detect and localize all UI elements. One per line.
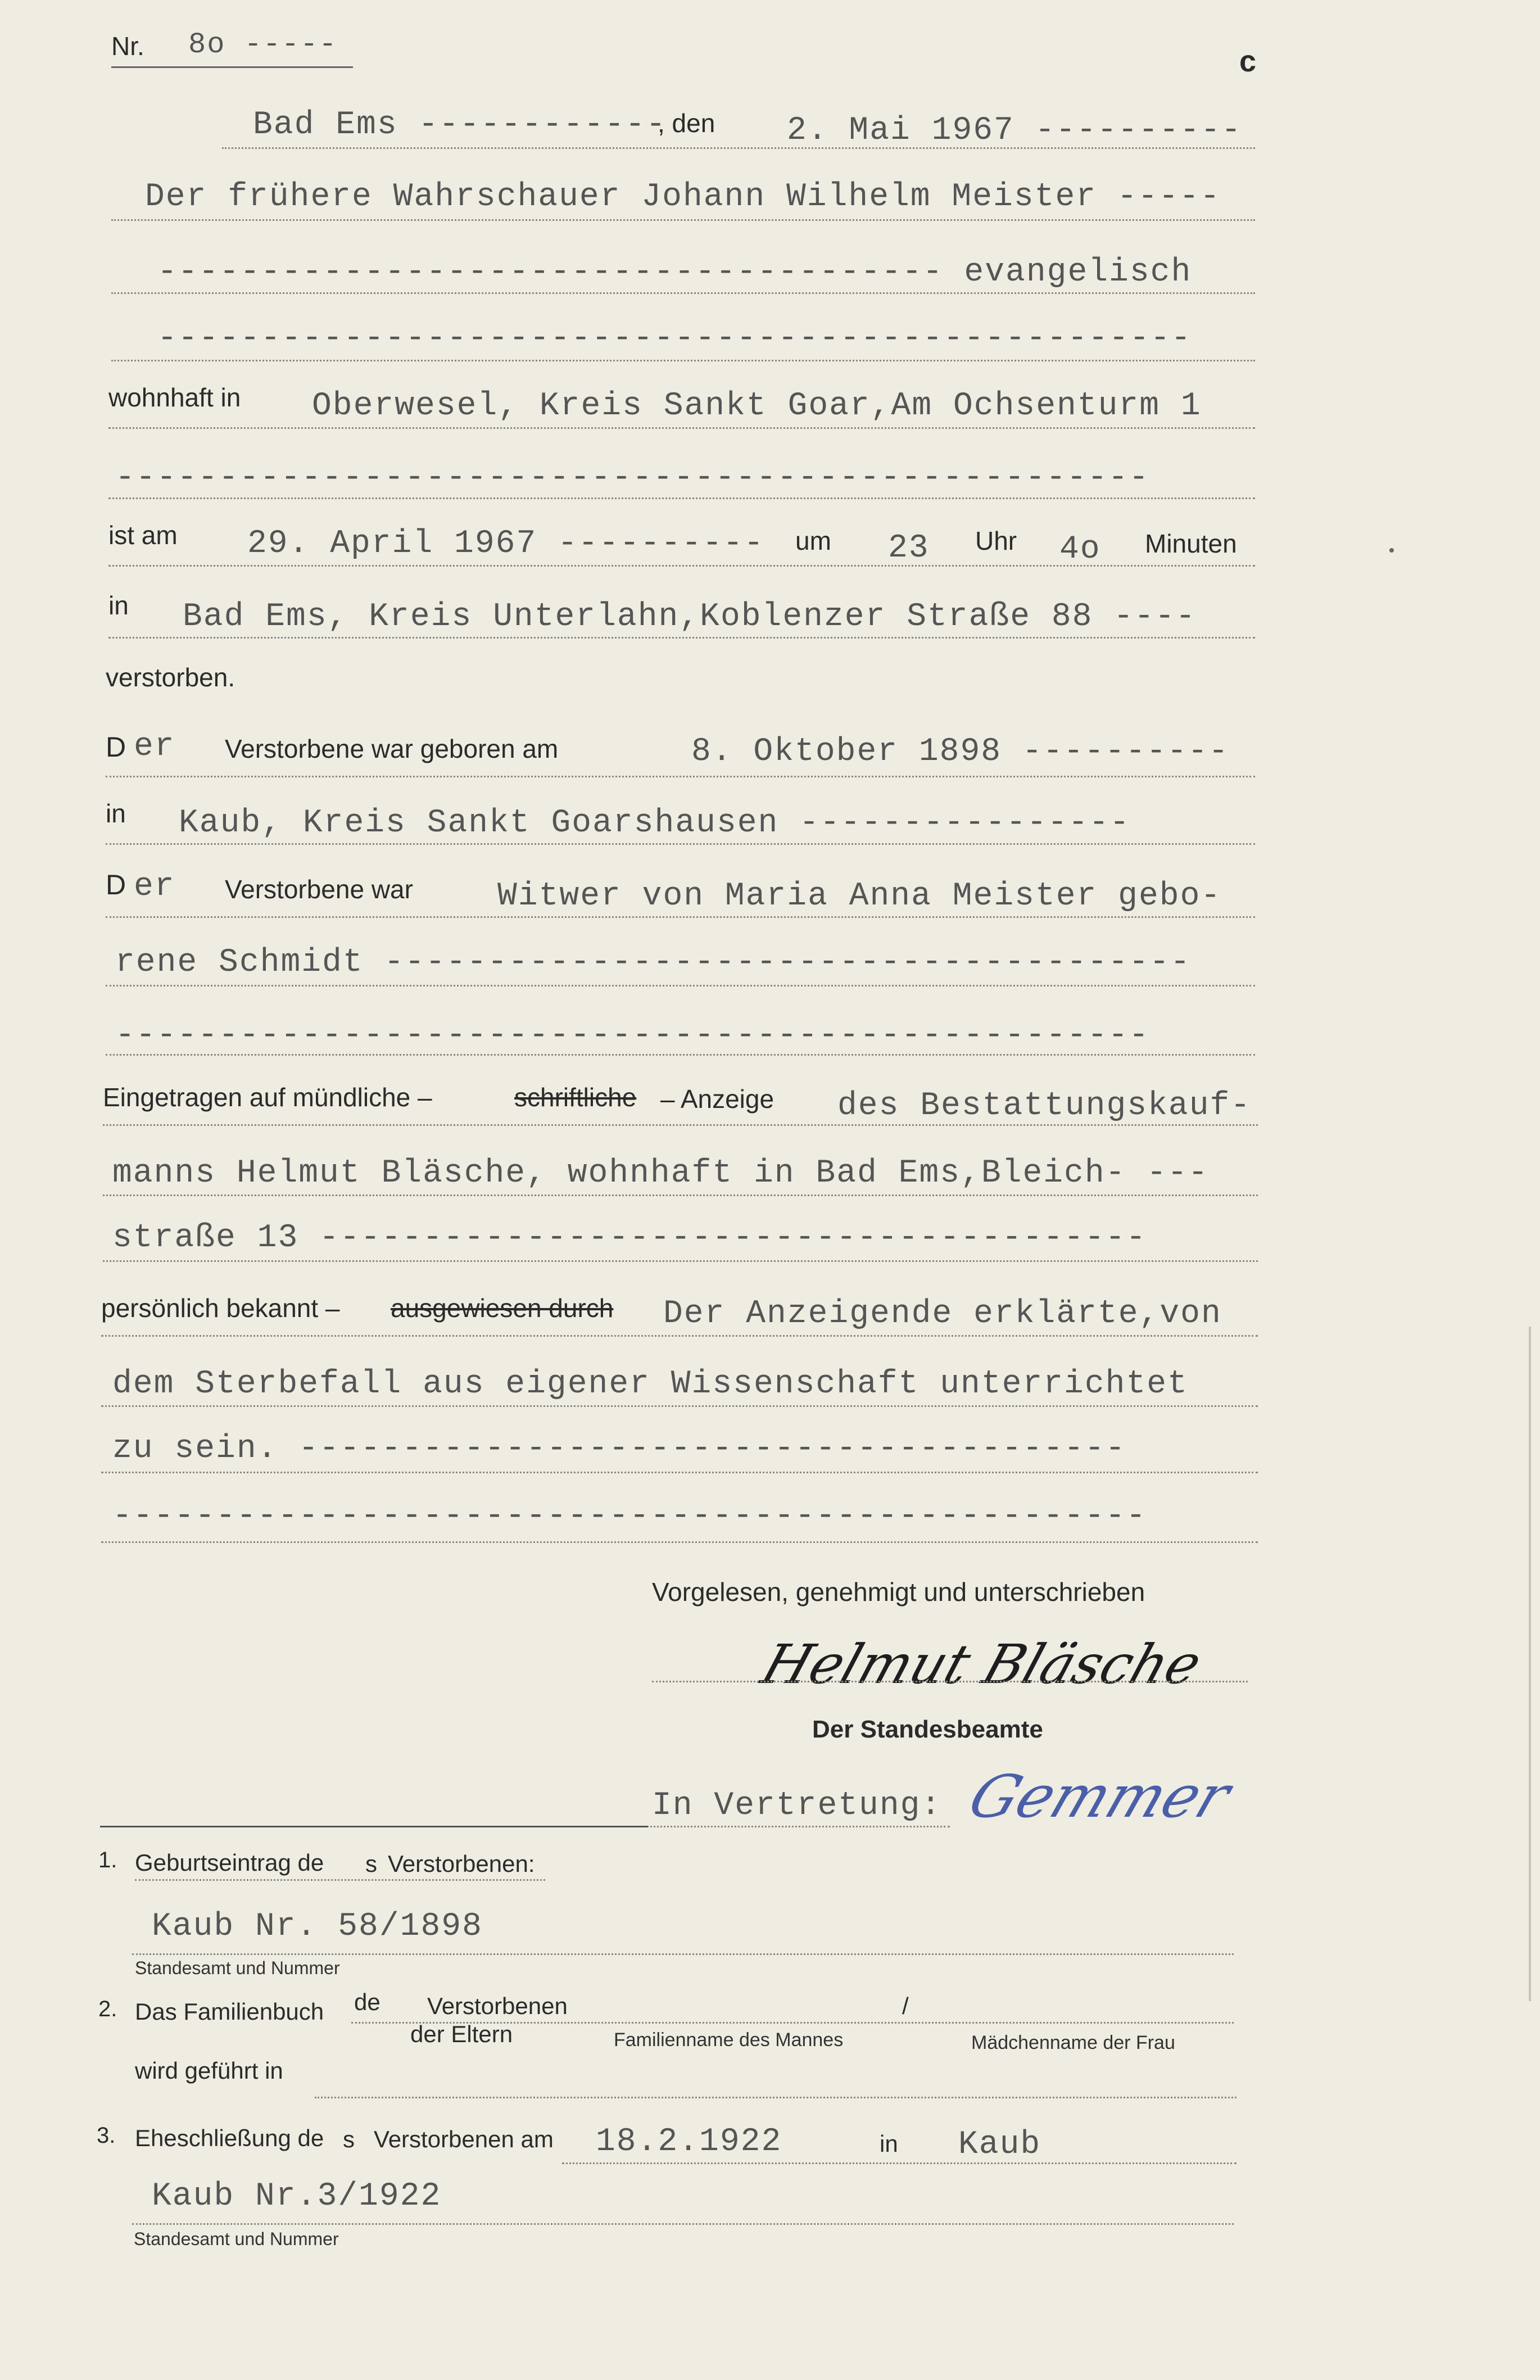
speck-mark	[1389, 548, 1394, 553]
nr-value: 8o -----	[188, 28, 338, 61]
registration-line7: --------------------------------------------------	[112, 1498, 1147, 1535]
f1-fill: s	[365, 1850, 377, 1877]
rule-line	[111, 292, 1255, 294]
rule-line	[652, 1681, 1248, 1682]
f2-num: 2.	[98, 1997, 117, 2021]
death-hour: 23	[888, 530, 930, 567]
f2-eltern: der Eltern	[410, 2021, 513, 2047]
rule-line	[101, 1335, 1258, 1337]
section-divider	[100, 1826, 648, 1827]
rule-line	[106, 843, 1255, 845]
deceased-line1: Der frühere Wahrschauer Johann Wilhelm Meister -----	[145, 179, 1221, 215]
date-value: 2. Mai 1967 ----------	[787, 112, 1242, 149]
birth-in-label: in	[106, 799, 126, 828]
um-label: um	[795, 526, 831, 555]
deceased-line2: -------------------------------------- evangelisch	[157, 254, 1192, 291]
birth-label: Verstorbene war geboren am	[225, 734, 559, 763]
registration-line6: zu sein. ----------------------------------------	[112, 1431, 1126, 1467]
rule-line	[111, 360, 1255, 361]
representation-label: In Vertretung:	[652, 1788, 942, 1824]
rule-line	[111, 219, 1255, 221]
residence-line2: --------------------------------------------------	[115, 460, 1150, 496]
residence-value: Oberwesel, Kreis Sankt Goar,Am Ochsenturm 1	[312, 388, 1202, 424]
birth-der-fill: er	[134, 729, 175, 765]
f3-num: 3.	[97, 2123, 116, 2148]
approved-label: Vorgelesen, genehmigt und unterschrieben	[652, 1577, 1145, 1607]
registrar-label: Der Standesbeamte	[812, 1716, 1043, 1743]
uhr-label: Uhr	[975, 526, 1017, 555]
rule-line	[132, 2223, 1234, 2225]
ist-am-label: ist am	[108, 521, 178, 550]
rule-line	[562, 2162, 1236, 2164]
registration-label1: Eingetragen auf mündliche –	[103, 1083, 432, 1112]
rule-line	[103, 1260, 1258, 1262]
f1-label2: Verstorbenen:	[388, 1850, 535, 1877]
f3-label2: Verstorbenen am	[374, 2126, 554, 2152]
signature-helmut: Helmut Bläsche	[754, 1633, 1210, 1696]
registration-label2: – Anzeige	[660, 1084, 774, 1114]
minuten-label: Minuten	[1145, 529, 1237, 558]
marital-der-prefix: D	[106, 869, 126, 901]
f1-caption: Standesamt und Nummer	[135, 1958, 340, 1978]
registration-line5: dem Sterbefall aus eigener Wissenschaft unterrichtet	[112, 1366, 1188, 1402]
f2-mann: Familienname des Mannes	[614, 2029, 844, 2051]
verstorben-label: verstorben.	[106, 663, 235, 692]
birth-der-prefix: D	[106, 731, 126, 763]
deceased-line3: --------------------------------------------------	[157, 320, 1192, 357]
registration-line1: des Bestattungskauf-	[837, 1088, 1252, 1124]
registration-line4: Der Anzeigende erklärte,von	[663, 1296, 1222, 1332]
birth-place: Kaub, Kreis Sankt Goarshausen ----------------	[179, 805, 1131, 841]
corner-letter: c	[1239, 44, 1257, 78]
f3-in: in	[880, 2130, 898, 2157]
f3-fill: s	[343, 2126, 355, 2152]
f1-num: 1.	[98, 1848, 117, 1872]
f2-de: de	[354, 1989, 381, 2015]
death-in-label: in	[108, 591, 129, 620]
rule-line	[101, 1472, 1258, 1473]
place-value: Bad Ems ------------	[253, 107, 667, 143]
f3-value: Kaub Nr.3/1922	[152, 2178, 442, 2215]
rule-line	[108, 427, 1255, 429]
rule-line	[315, 2097, 1236, 2098]
marital-line3: --------------------------------------------------	[115, 1017, 1150, 1054]
death-date: 29. April 1967 ----------	[247, 526, 765, 562]
marital-line1: Witwer von Maria Anna Meister gebo-	[497, 878, 1222, 915]
f2-label: Das Familienbuch	[135, 1998, 324, 2025]
nr-label: Nr.	[111, 31, 144, 61]
rule-line	[103, 1124, 1258, 1126]
f2-slash: /	[902, 1993, 909, 2019]
marital-der-fill: er	[134, 868, 175, 905]
f2-label2: wird geführt in	[135, 2057, 283, 2084]
death-minutes: 4o	[1059, 531, 1101, 568]
page-edge-shadow	[1529, 1327, 1531, 2001]
registration-label3: persönlich bekannt –	[101, 1293, 340, 1323]
rule-line	[108, 497, 1255, 499]
rule-line	[222, 147, 1255, 149]
f3-place: Kaub	[958, 2126, 1041, 2163]
rule-line	[106, 776, 1255, 777]
rule-line	[106, 985, 1255, 987]
marital-line2: rene Schmidt ---------------------------------------	[115, 944, 1191, 981]
residence-label: wohnhaft in	[108, 383, 241, 412]
rule-line	[103, 1194, 1258, 1196]
registration-line2: manns Helmut Bläsche, wohnhaft in Bad Ems,Bleich- ---	[112, 1155, 1209, 1192]
f1-label: Geburtseintrag de	[135, 1849, 324, 1876]
death-place: Bad Ems, Kreis Unterlahn,Koblenzer Straße 88 ----	[183, 599, 1197, 635]
rule-line	[101, 1405, 1258, 1407]
f3-label: Eheschließung de	[135, 2125, 324, 2151]
rule-line	[106, 1054, 1255, 1056]
rule-line	[132, 1953, 1234, 1955]
nr-underline	[111, 66, 353, 68]
registration-struck2: ausgewiesen durch	[391, 1293, 614, 1323]
marital-label: Verstorbene war	[225, 875, 413, 904]
f3-date: 18.2.1922	[596, 2124, 782, 2160]
rule-line	[108, 565, 1255, 567]
birth-date: 8. Oktober 1898 ----------	[691, 734, 1229, 770]
signature-gemmer: Gemmer	[959, 1762, 1240, 1831]
rule-line	[108, 637, 1255, 639]
f1-value: Kaub Nr. 58/1898	[152, 1908, 483, 1945]
den-label: , den	[658, 108, 715, 138]
rule-line	[135, 1879, 545, 1881]
registration-struck1: schriftliche	[514, 1083, 637, 1112]
rule-line	[106, 916, 1255, 918]
rule-line	[646, 1826, 950, 1827]
f2-frau: Mädchenname der Frau	[971, 2032, 1175, 2053]
f3-caption: Standesamt und Nummer	[134, 2229, 339, 2249]
f2-verstorbenen: Verstorbenen	[427, 1993, 568, 2019]
rule-line	[101, 1541, 1258, 1543]
registration-line3: straße 13 ----------------------------------------	[112, 1220, 1147, 1256]
